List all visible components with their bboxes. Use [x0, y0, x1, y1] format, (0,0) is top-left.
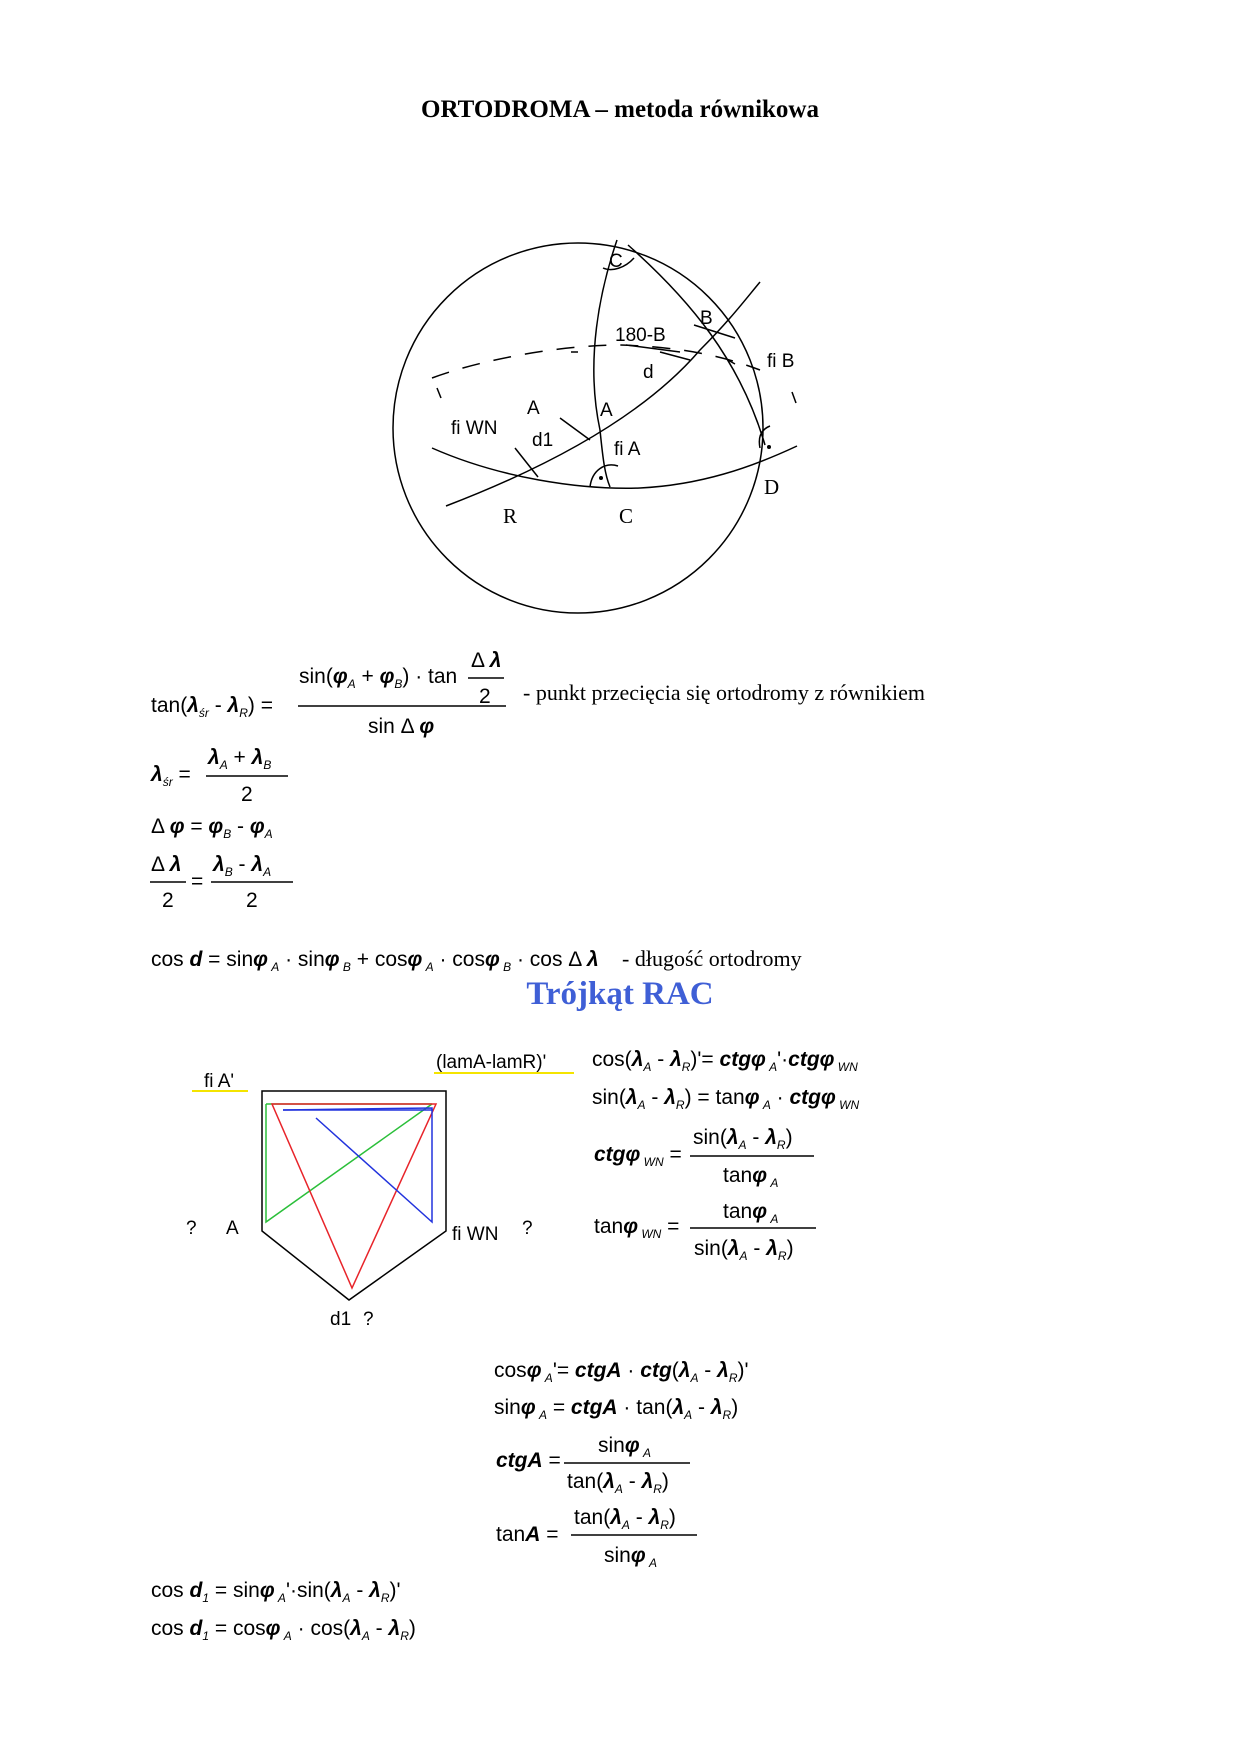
svg-text:λśr =: $\lambda_{śr}$ = — [151, 763, 191, 789]
svg-text:Δ φ = φB - φA: Δ $\varphi = \varphi_B - \varphi_A$ — [151, 815, 273, 841]
label-b: B — [700, 308, 713, 329]
label-d: d — [643, 362, 654, 383]
svg-text:tan(λA - λR): $\tan(\lambda_A - \lambda_R)$ — [574, 1506, 676, 1532]
label-lam-diff: (lamA-lamR)' — [436, 1052, 547, 1073]
svg-text:cos(λA - λR)'= ctgφ A'·ctgφ W: $\cos(\lambda_A - \lambda_R)'= ctg\varphi$ $_A$'·ctgφ $_{WN}$ — [592, 1048, 858, 1074]
svg-text:=: = — [191, 870, 204, 893]
svg-text:sin(φA + φB) · tan: $\sin(\varphi_A + \varphi_B) \cdot \tan$ — [299, 665, 458, 691]
svg-text:2: 2 — [246, 889, 258, 912]
svg-text:sin(λA - λR): $\sin(\lambda_A - \lambda_R)$ — [694, 1237, 794, 1263]
label-fi-a: fi A — [614, 439, 641, 460]
svg-text:sin(λA - λR): $\sin(\lambda_A - \lambda_R)$ — [693, 1126, 793, 1152]
label-fi-wn-pent: fi WN — [452, 1224, 499, 1245]
label-fi-b: fi B — [767, 351, 795, 372]
svg-text:sin Δ φ: sin Δ φ — [368, 715, 435, 738]
svg-text:2: 2 — [241, 783, 253, 806]
label-a-left: A — [527, 398, 540, 419]
svg-text:Δ λ: Δ λ — [471, 649, 502, 672]
svg-text:λA + λB: $\lambda_A + \lambda_B$ — [208, 746, 272, 772]
section-title: Trójkąt RAC — [526, 976, 714, 1012]
svg-text:cosφ A'= ctgA · ctg(λA - λR)': cosφ $_A$'= ctgA · $ctg(\lambda_A - \lambda_R)'$ — [494, 1359, 749, 1385]
svg-text:cos d1 = sinφ A'·sin(λA - λR: $\cos d_1 = \sin\varphi$ $_A'\cdot\sin(\lambda_A - \lambda_R)'$ — [151, 1579, 401, 1605]
svg-text:tanφ A: tanφ $_A$ — [723, 1200, 779, 1226]
svg-text:sin(λA - λR) = tanφ A · ctgφ: $\sin(\lambda_A - \lambda_R) = \tan\varphi$ $_A$ · ctgφ $_{WN}$ — [592, 1086, 860, 1112]
formula-tan-lhs: $\tan(\lambda_{śr} - \lambda_R)$ = — [151, 694, 273, 720]
svg-text:sinφ A = ctgA · tan(λA - λR): sinφ $_A$ = ctgA · $\tan(\lambda_A - \lambda_R)$ — [494, 1396, 739, 1422]
label-d1: d1 — [532, 430, 554, 451]
svg-text:tan(λA - λR): $\tan(\lambda_A - \lambda_R)$ — [567, 1470, 669, 1496]
svg-text:tanφ A: tanφ $_A$ — [723, 1164, 779, 1190]
label-a: A — [226, 1218, 239, 1239]
formula-cos-d: cos d = sinφ $_A$ · sinφ $_B$ + cosφ $_A$ · cosφ $_B$ · cos Δ λ — [151, 948, 599, 974]
svg-text:ctgA =: ctgA = — [496, 1449, 561, 1472]
svg-text:cos d1 = cosφ A · cos(λA - λ: $\cos d_1 = \cos\varphi$ $_A \cdot \cos(\lambda_A - \lambda_R)$ — [151, 1617, 416, 1643]
label-question-left: ? — [186, 1218, 197, 1239]
svg-text:sinφ A: sinφ $_A$ — [604, 1544, 657, 1570]
label-a-right: A — [600, 400, 613, 421]
svg-text:Δ λ: Δ λ — [151, 853, 182, 876]
label-c-top: C — [609, 251, 623, 272]
label-fi-wn: fi WN — [451, 418, 498, 439]
svg-text:λB - λA: $\lambda_B - \lambda_A$ — [213, 853, 272, 879]
svg-text:sinφ A: sinφ $_A$ — [598, 1434, 651, 1460]
svg-text:tanφ WN =: tanφ $_{WN}$ = — [594, 1215, 680, 1241]
label-180-b: 180-B — [615, 325, 666, 346]
label-r: R — [503, 504, 518, 528]
svg-text:2: 2 — [479, 685, 491, 708]
label-d-point: D — [764, 475, 780, 499]
svg-text:ctgφ WN =: ctgφ $_{WN}$ = — [594, 1143, 682, 1169]
svg-text:2: 2 — [162, 889, 174, 912]
label-c-bottom: C — [619, 504, 634, 528]
page-title: ORTODROMA – metoda równikowa — [421, 96, 819, 123]
label-question-bottom: ? — [363, 1309, 374, 1330]
svg-text:tanA =: tanA = — [496, 1523, 559, 1546]
desc-length: - długość ortodromy — [622, 946, 802, 971]
label-fi-a-prime: fi A' — [204, 1071, 235, 1092]
desc-intersection: - punkt przecięcia się ortodromy z równikiem — [523, 680, 925, 705]
label-d1-pent: d1 — [330, 1309, 352, 1330]
label-question-right: ? — [522, 1218, 533, 1239]
